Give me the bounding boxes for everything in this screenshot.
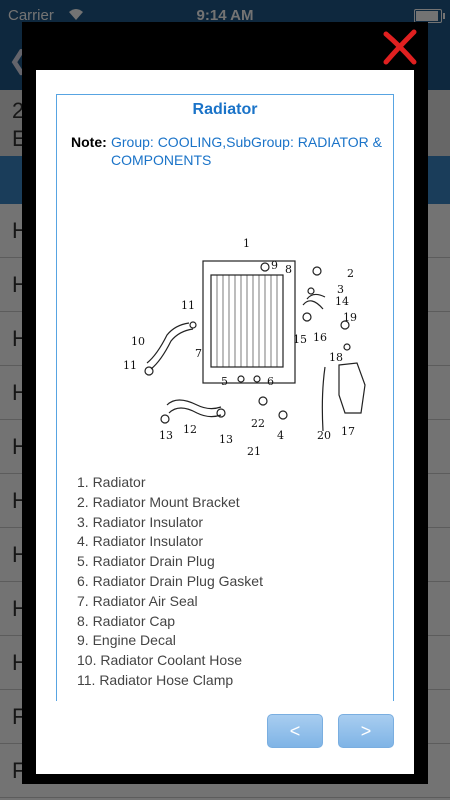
list-item: 7. Radiator Air Seal xyxy=(77,592,198,609)
list-item: 6. Radiator Drain Plug Gasket xyxy=(77,572,263,589)
list-item: 5. Radiator Drain Plug xyxy=(77,553,215,570)
next-button[interactable]: > xyxy=(338,714,394,748)
svg-text:21: 21 xyxy=(247,445,261,458)
svg-text:11: 11 xyxy=(123,359,137,372)
svg-text:12: 12 xyxy=(183,423,197,436)
list-item: 8. Radiator Cap xyxy=(77,612,176,629)
list-item: 3. Radiator Insulator xyxy=(77,513,204,530)
radiator-diagram xyxy=(117,235,387,465)
svg-text:6: 6 xyxy=(267,375,274,388)
svg-text:19: 19 xyxy=(343,311,357,324)
svg-text:18: 18 xyxy=(329,351,343,364)
svg-text:13: 13 xyxy=(159,429,173,442)
part-detail-box xyxy=(56,94,394,701)
svg-text:20: 20 xyxy=(317,429,331,442)
svg-text:9: 9 xyxy=(271,259,278,272)
list-item: 1. Radiator xyxy=(77,474,146,490)
svg-text:5: 5 xyxy=(221,375,228,388)
svg-text:13: 13 xyxy=(219,433,233,446)
svg-text:8: 8 xyxy=(285,263,292,276)
svg-text:17: 17 xyxy=(341,425,355,438)
svg-text:2: 2 xyxy=(347,267,354,280)
list-item: 9. Engine Decal xyxy=(77,632,176,649)
note-text: Group: COOLING,SubGroup: RADIATOR & COMPONENTS xyxy=(111,134,383,168)
svg-text:7: 7 xyxy=(195,347,202,360)
note-label: Note: xyxy=(71,134,107,150)
svg-text:16: 16 xyxy=(313,331,327,344)
modal-panel xyxy=(36,70,414,774)
svg-text:1: 1 xyxy=(243,237,250,250)
list-item: 4. Radiator Insulator xyxy=(77,533,204,550)
part-title: Radiator xyxy=(192,101,258,118)
svg-text:10: 10 xyxy=(131,335,145,348)
svg-text:15: 15 xyxy=(293,333,307,346)
list-item: 10. Radiator Coolant Hose xyxy=(77,652,242,669)
svg-text:22: 22 xyxy=(251,417,265,430)
close-icon[interactable] xyxy=(380,28,420,68)
svg-text:4: 4 xyxy=(277,429,284,442)
list-item: 11. Radiator Hose Clamp xyxy=(77,671,234,688)
svg-text:14: 14 xyxy=(335,295,349,308)
svg-text:11: 11 xyxy=(181,299,195,312)
svg-text:3: 3 xyxy=(337,283,344,296)
previous-button[interactable]: < xyxy=(267,714,323,748)
list-item: 2. Radiator Mount Bracket xyxy=(77,493,240,510)
parts-list xyxy=(77,473,263,691)
note-block xyxy=(71,133,387,169)
